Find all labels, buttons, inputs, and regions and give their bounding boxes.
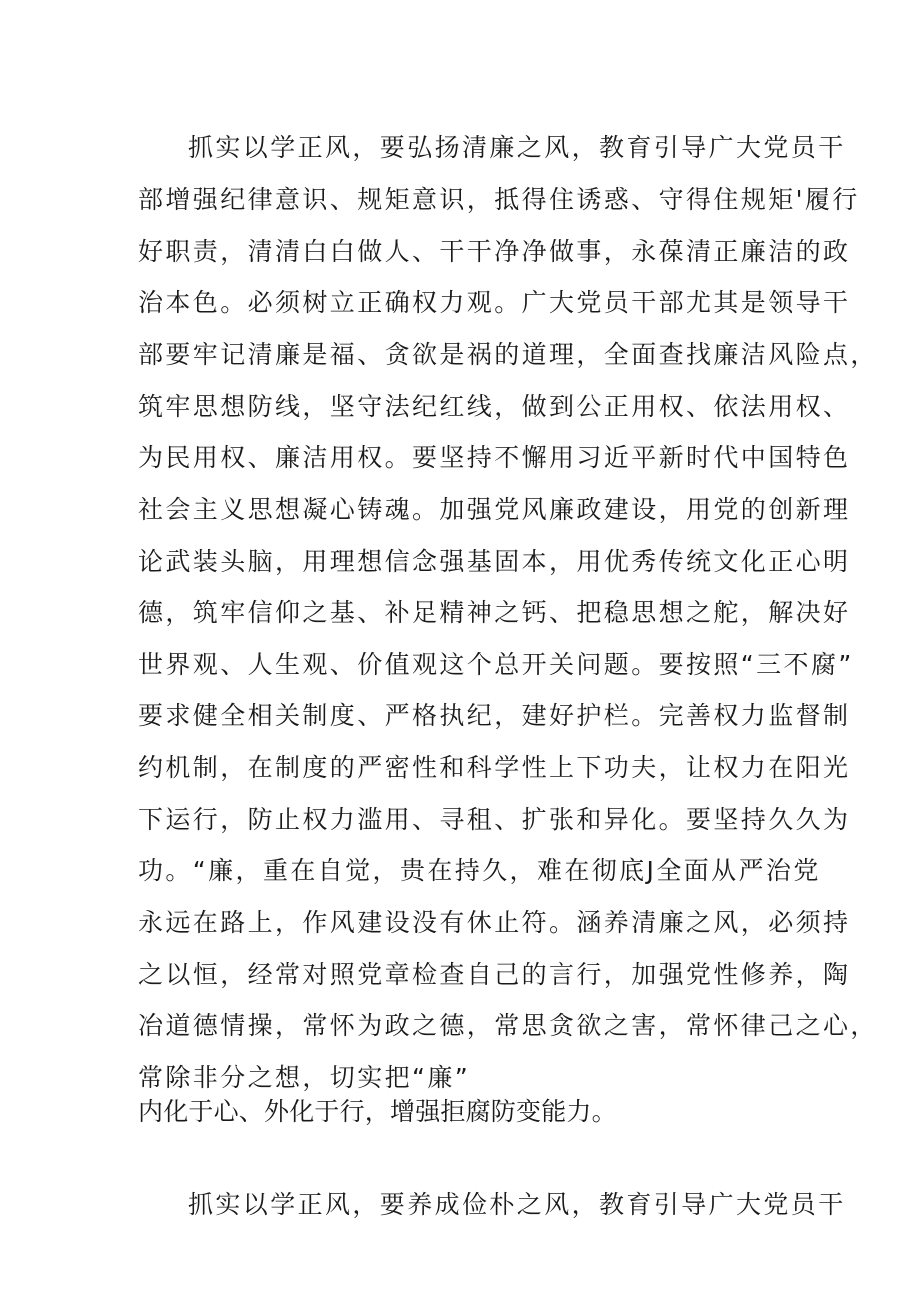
text-line: 下运行，防止权力滥用、寻租、扩张和异化。要坚持久久为 <box>138 805 851 834</box>
text-line: 好职责，清清白白做人、干干净净做事，永葆清正廉洁的政 <box>138 237 851 266</box>
text-line: 世界观、人生观、价值观这个总开关问题。要按照“三不腐” <box>138 650 854 679</box>
text-line: 功。“廉，重在自觉，贵在持久，难在彻底J全面从严治党 <box>138 856 821 885</box>
text-line: 筑牢思想防线，坚守法纪红线，做到公正用权、依法用权、 <box>138 392 851 421</box>
text-line: 德，筑牢信仰之基、补足精神之钙、把稳思想之舵，解决好 <box>138 598 851 627</box>
text-line: 为民用权、廉洁用权。要坚持不懈用习近平新时代中国特色 <box>138 443 851 472</box>
text-line: 治本色。必须树立正确权力观。广大党员干部尤其是领导干 <box>138 288 851 317</box>
text-line: 内化于心、外化于行，增强拒腐防变能力。 <box>138 1097 617 1126</box>
text-line: 部要牢记清廉是福、贪欲是祸的道理，全面查找廉洁风险点， <box>138 340 878 369</box>
text-line: 要求健全相关制度、严格执纪，建好护栏。完善权力监督制 <box>138 701 851 730</box>
text-line: 冶道德情操，常怀为政之德，常思贪欲之害，常怀律己之心， <box>138 1011 878 1040</box>
text-line: 永远在路上，作风建设没有休止符。涵养清廉之风，必须持 <box>138 908 851 937</box>
text-line: 抓实以学正风，要弘扬清廉之风，教育引导广大党员干 <box>188 133 846 162</box>
text-line: 抓实以学正风，要养成俭朴之风，教育引导广大党员干 <box>188 1190 846 1219</box>
text-line: 之以恒，经常对照党章检查自己的言行，加强党性修养，陶 <box>138 960 851 989</box>
text-line: 论武装头脑，用理想信念强基固本，用优秀传统文化正心明 <box>138 547 851 576</box>
text-line: 部增强纪律意识、规矩意识，抵得住诱惑、守得住规矩'履行 <box>138 185 860 214</box>
text-line: 约机制，在制度的严密性和科学性上下功夫，让权力在阳光 <box>138 753 851 782</box>
text-line: 社会主义思想凝心铸魂。加强党风廉政建设，用党的创新理 <box>138 495 851 524</box>
text-line: 常除非分之想，切实把“廉” <box>138 1063 471 1092</box>
